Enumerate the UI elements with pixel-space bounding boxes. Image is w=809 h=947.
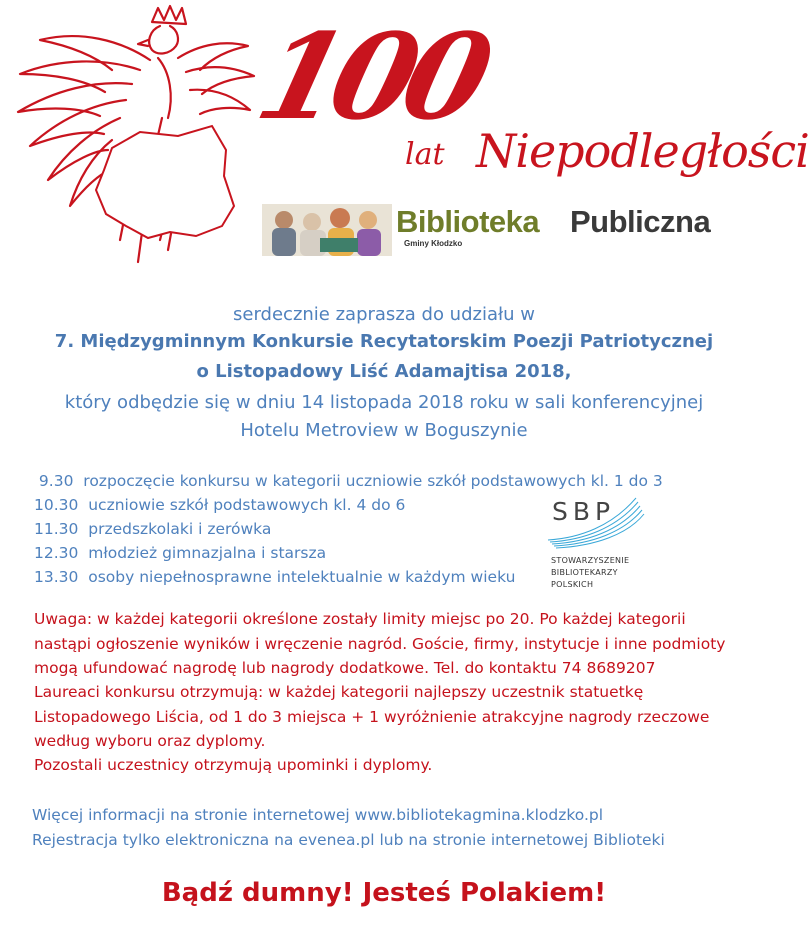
lat-title: lat xyxy=(405,137,445,172)
slogan: Bądź dumny! Jesteś Polakiem! xyxy=(161,878,607,908)
note-line: nastąpi ogłoszenie wyników i wręczenie nagród. Goście, firmy, instytucje i inne podmioty xyxy=(34,635,726,653)
library-name-part2: Publiczna xyxy=(570,204,711,239)
sbp-line1: STOWARZYSZENIE xyxy=(551,556,630,565)
competition-name: 7. Międzygminnym Konkursie Recytatorskim Poezji Patriotycznej xyxy=(54,331,714,352)
library-subtitle: Gminy Kłodzko xyxy=(404,239,463,248)
schedule-item: 12.30 młodzież gimnazjalna i starsza xyxy=(34,544,327,562)
sbp-line2: BIBLIOTEKARZY xyxy=(551,568,618,577)
note-line: Listopadowego Liścia, od 1 do 3 miejsca + 1 wyróżnienie atrakcyjne nagrody rzeczowe xyxy=(34,708,710,726)
note-line: mogą ufundować nagrodę lub nagrody dodatkowe. Tel. do kontaktu 74 8689207 xyxy=(34,659,656,677)
schedule-item: 11.30 przedszkolaki i zerówka xyxy=(34,520,272,538)
family-reading-photo xyxy=(262,204,392,256)
schedule-item: 13.30 osoby niepełnosprawne intelektualnie w każdym wieku xyxy=(34,568,516,586)
invitation-venue: Hotelu Metroview w Boguszynie xyxy=(240,420,528,441)
competition-subtitle: o Listopadowy Liść Adamajtisa 2018, xyxy=(196,361,572,382)
info-website: Więcej informacji na stronie internetowej www.bibliotekagmina.klodzko.pl xyxy=(32,806,604,824)
sbp-line3: POLSKICH xyxy=(551,580,594,589)
info-registration: Rejestracja tylko elektroniczna na evenea.pl lub na stronie internetowej Biblioteki xyxy=(32,831,665,849)
note-line: Pozostali uczestnicy otrzymują upominki i dyplomy. xyxy=(34,756,433,774)
note-line: Laureaci konkursu otrzymują: w każdej kategorii najlepszy uczestnik statuetkę xyxy=(34,683,644,701)
note-line: Uwaga: w każdej kategorii określone zostały limity miejsc po 20. Po każdej kategorii xyxy=(34,610,686,628)
schedule-item: 9.30 rozpoczęcie konkursu w kategorii uczniowie szkół podstawowych kl. 1 do 3 xyxy=(34,472,663,490)
white-eagle-icon xyxy=(0,0,270,270)
poland-map-icon xyxy=(96,126,234,238)
invitation-date: który odbędzie się w dniu 14 listopada 2018 roku w sali konferencyjnej xyxy=(64,392,704,413)
hundred-title: 100 xyxy=(244,7,496,146)
independence-title: Niepodległości xyxy=(476,124,809,178)
invitation-line1: serdecznie zaprasza do udziału w xyxy=(233,304,535,325)
sbp-abbr: SBP xyxy=(552,497,616,526)
schedule-item: 10.30 uczniowie szkół podstawowych kl. 4 do 6 xyxy=(34,496,406,514)
note-line: według wyboru oraz dyplomy. xyxy=(34,732,266,750)
library-name-part1: Biblioteka xyxy=(396,204,540,239)
